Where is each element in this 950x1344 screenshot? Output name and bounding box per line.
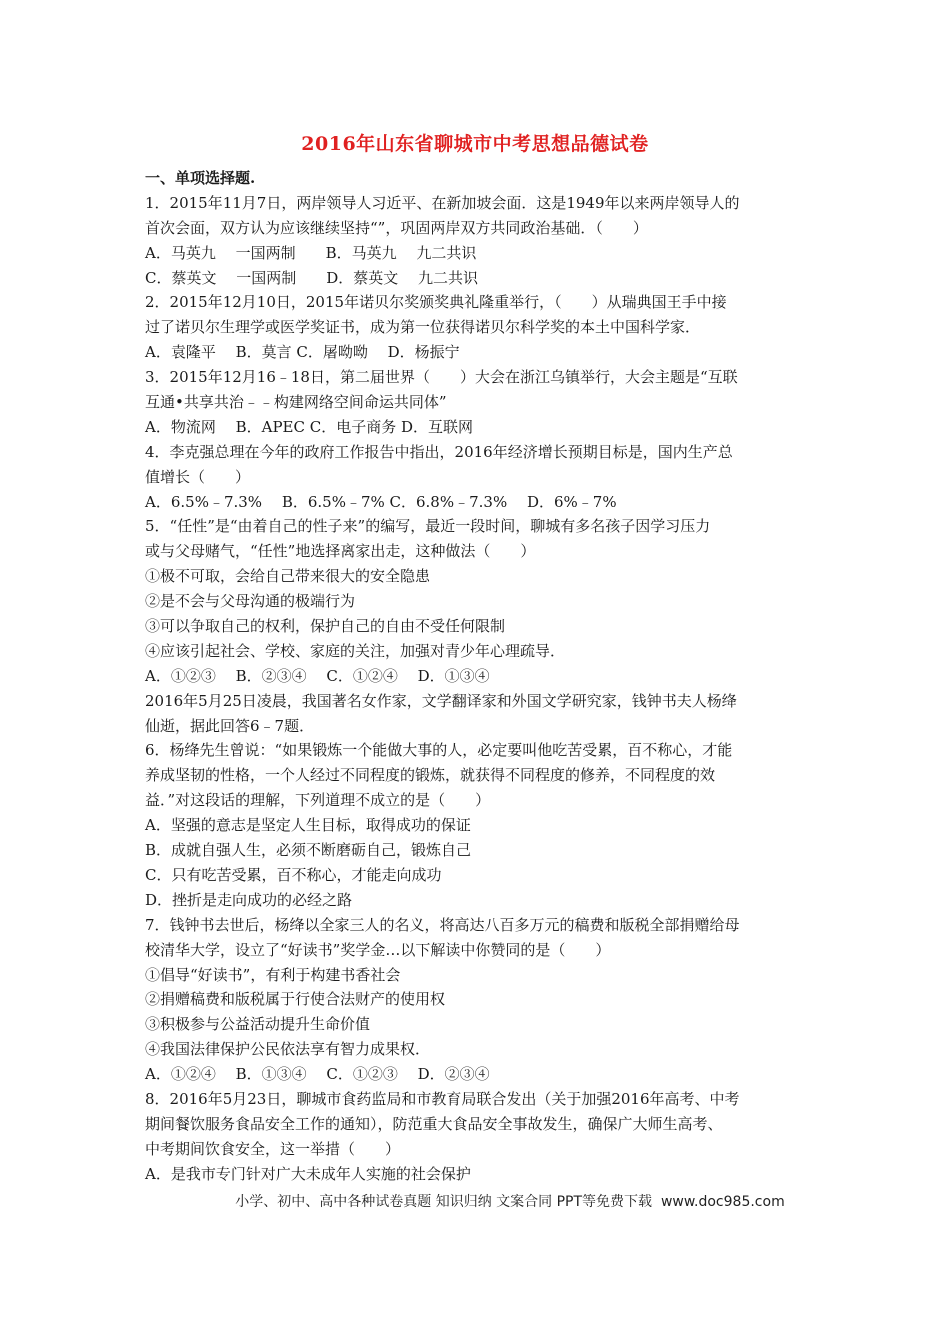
- exam-title: 2016年山东省聊城市中考思想品德试卷: [301, 133, 649, 155]
- footer: [0, 1191, 950, 1211]
- text-line: C．只有吃苦受累，百不称心，才能走向成功: [145, 865, 442, 884]
- text-line: ②是不会与父母沟通的极端行为: [145, 592, 356, 611]
- text-line: 过了诺贝尔生理学或医学奖证书，成为第一位获得诺贝尔科学奖的本土中国科学家．: [145, 318, 701, 337]
- text-line: 仙逝，据此回答6﹣7题．: [145, 716, 315, 735]
- question-lines: [145, 191, 810, 1187]
- text-line: ④应该引起社会、学校、家庭的关注，加强对青少年心理疏导．: [145, 641, 566, 660]
- text-line: 或与父母赌气，“任性”地选择离家出走，这种做法（ ）: [145, 542, 536, 561]
- text-line: 8．2016年5月23日，聊城市食药监局和市教育局联合发出（关于加强2016年高考、中考: [145, 1089, 740, 1108]
- text-line: ②捐赠稿费和版税属于行使合法财产的使用权: [145, 990, 446, 1009]
- text-line: ①倡导“好读书”，有利于构建书香社会: [145, 965, 401, 984]
- text-line: ③积极参与公益活动提升生命价值: [145, 1015, 371, 1034]
- text-line: 4．李克强总理在今年的政府工作报告中指出，2016年经济增长预期目标是，国内生产总: [145, 442, 733, 461]
- text-line: 首次会面，双方认为应该继续坚持“”，巩固两岸双方共同政治基础．（ ）: [145, 218, 648, 237]
- text-line: 校清华大学，设立了“好读书”奖学金…以下解读中你赞同的是（ ）: [145, 940, 611, 959]
- text-line: 期间餐饮服务食品安全工作的通知），防范重大食品安全事故发生，确保广大师生高考、: [145, 1114, 723, 1133]
- text-line: 互通•共享共治﹣﹣构建网络空间命运共同体”: [145, 393, 447, 412]
- text-line: ④我国法律保护公民依法享有智力成果权．: [145, 1040, 431, 1059]
- section-heading: 一、单项选择题.: [145, 169, 256, 187]
- text-line: 中考期间饮食安全，这一举措（ ）: [145, 1139, 401, 1158]
- text-line: A．马英九 一国两制 B．马英九 九二共识: [145, 243, 477, 262]
- footer-url[interactable]: www.doc985.com: [660, 1194, 785, 1210]
- text-line: ③可以争取自己的权利，保护自己的自由不受任何限制: [145, 617, 506, 636]
- text-line: 1．2015年11月7日，两岸领导人习近平、在新加坡会面．这是1949年以来两岸领导人的: [145, 193, 740, 212]
- text-line: 益．”对这段话的理解，下列道理不成立的是（ ）: [145, 791, 491, 810]
- text-line: 2016年5月25日凌晨，我国著名女作家，文学翻译家和外国文学研究家，钱钟书夫人杨绛: [145, 691, 737, 710]
- text-line: ①极不可取，会给自己带来很大的安全隐患: [145, 567, 431, 586]
- text-line: A．物流网 B．APEC C．电子商务 D．互联网: [145, 417, 474, 436]
- text-line: A．①②③ B．②③④ C．①②④ D．①③④: [145, 666, 490, 685]
- text-line: A．6.5%﹣7.3% B．6.5%﹣7% C．6.8%﹣7.3% D．6%﹣7%: [145, 492, 617, 511]
- text-line: 2．2015年12月10日，2015年诺贝尔奖颁奖典礼隆重举行，（ ）从瑞典国王手中接: [145, 293, 727, 312]
- text-line: A．是我市专门针对广大未成年人实施的社会保护: [145, 1164, 471, 1183]
- text-line: A．①②④ B．①③④ C．①②③ D．②③④: [145, 1065, 490, 1084]
- text-line: A．袁隆平 B．莫言 C．屠呦呦 D．杨振宁: [145, 343, 460, 362]
- exam-content: [145, 166, 810, 1187]
- text-line: A．坚强的意志是坚定人生目标，取得成功的保证: [145, 816, 471, 835]
- text-line: 值增长（ ）: [145, 467, 251, 486]
- text-line: 7．钱钟书去世后，杨绛以全家三人的名义，将高达八百多万元的稿费和版税全部捐赠给母: [145, 915, 740, 934]
- text-line: B．成就自强人生，必须不断磨砺自己，锻炼自己: [145, 841, 472, 860]
- text-line: D．挫折是走向成功的必经之路: [145, 890, 353, 909]
- text-line: 6．杨绛先生曾说：“如果锻炼一个能做大事的人，必定要叫他吃苦受累，百不称心，才能: [145, 741, 733, 760]
- text-line: 5．“任性”是“由着自己的性子来”的编写，最近一段时间，聊城有多名孩子因学习压力: [145, 517, 711, 536]
- footer-text: 小学、初中、高中各种试卷真题 知识归纳 文案合同 PPT等免费下载: [235, 1194, 653, 1210]
- text-line: 养成坚韧的性格，一个人经过不同程度的锻炼，就获得不同程度的修养，不同程度的效: [145, 766, 716, 785]
- text-line: C．蔡英文 一国两制 D．蔡英文 九二共识: [145, 268, 479, 287]
- text-line: 3．2015年12月16﹣18日，第二届世界（ ）大会在浙江乌镇举行，大会主题是“互联: [145, 368, 738, 387]
